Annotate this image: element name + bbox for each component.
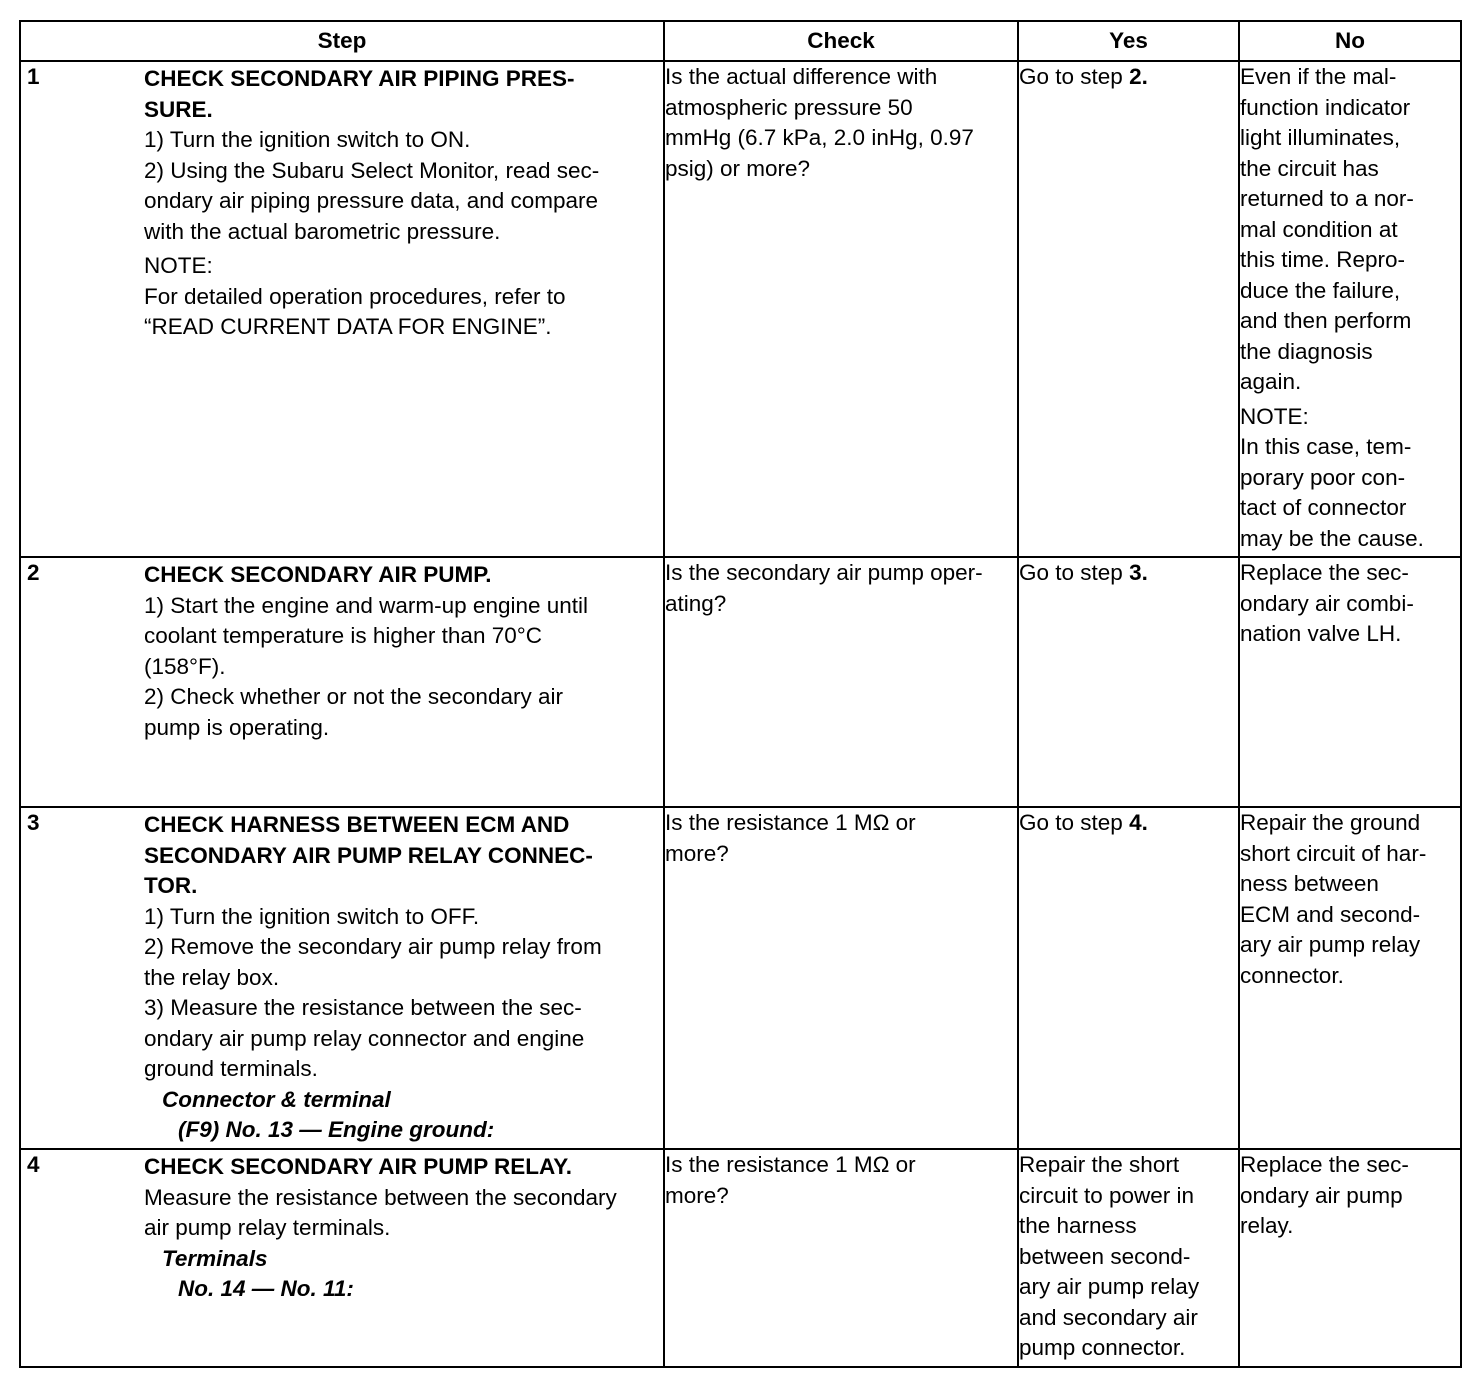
check-line: ating? [665, 590, 727, 616]
yes-line: the harness [1019, 1213, 1137, 1238]
step-instruction-line: pump is operating. [144, 714, 330, 740]
header-check: Check [664, 21, 1018, 61]
step-cell [20, 61, 664, 557]
header-yes: Yes [1018, 21, 1239, 61]
diagnostic-table [19, 20, 1462, 1368]
step-title-line: SECONDARY AIR PUMP RELAY CONNEC- [144, 842, 593, 868]
spec-label: Terminals [162, 1245, 268, 1271]
step-cell [20, 1149, 664, 1367]
yes-cell [1018, 807, 1239, 1149]
yes-step-number: 2. [1129, 64, 1148, 89]
step-instruction-line: 2) Using the Subaru Select Monitor, read sec- [144, 157, 600, 183]
no-line: ondary air pump [1240, 1182, 1403, 1208]
step-title-line: CHECK SECONDARY AIR PUMP RELAY. [144, 1154, 572, 1179]
table-header-row [20, 21, 1461, 61]
yes-line: circuit to power in [1019, 1182, 1195, 1208]
no-line: relay. [1240, 1213, 1294, 1238]
no-line: nation valve LH. [1240, 621, 1402, 646]
table-row [20, 61, 1461, 557]
yes-line: and secondary air [1019, 1304, 1198, 1330]
check-cell [664, 557, 1018, 807]
no-line: function indicator [1240, 94, 1411, 120]
no-cell [1239, 61, 1461, 557]
no-line: short circuit of har- [1240, 840, 1427, 866]
yes-line: ary air pump relay [1019, 1274, 1200, 1299]
table-row [20, 557, 1461, 807]
no-line: Repair the ground [1240, 810, 1421, 835]
yes-cell [1018, 61, 1239, 557]
no-cell [1239, 557, 1461, 807]
step-number: 3 [27, 810, 40, 835]
no-line: again. [1240, 369, 1302, 394]
no-line: and then perform [1240, 308, 1412, 333]
step-cell [20, 557, 664, 807]
check-line: mmHg (6.7 kPa, 2.0 inHg, 0.97 [665, 125, 974, 150]
no-line: this time. Repro- [1240, 247, 1406, 272]
step-instruction-line: the relay box. [144, 964, 280, 990]
spec-value: No. 14 — No. 11: [178, 1276, 354, 1301]
step-title-line: CHECK HARNESS BETWEEN ECM AND [144, 812, 570, 837]
table-row [20, 1149, 1461, 1367]
step-title-line: TOR. [144, 873, 198, 898]
no-line: ness between [1240, 871, 1379, 896]
step-instruction-line: 1) Turn the ignition switch to OFF. [144, 903, 480, 929]
step-instruction-line: air pump relay terminals. [144, 1215, 391, 1240]
step-number: 1 [27, 64, 40, 89]
yes-step-number: 4. [1129, 810, 1148, 835]
step-cell [20, 807, 664, 1149]
yes-line: between second- [1019, 1243, 1191, 1269]
check-line: psig) or more? [665, 155, 811, 181]
no-line: light illuminates, [1240, 125, 1401, 150]
check-line: more? [665, 1182, 729, 1208]
no-line: connector. [1240, 962, 1344, 988]
yes-text: Go to step [1019, 810, 1130, 835]
step-instruction-line: 2) Check whether or not the secondary air [144, 684, 563, 709]
no-line: mal condition at [1240, 216, 1398, 242]
no-line: the diagnosis [1240, 338, 1373, 364]
no-note-line: In this case, tem- [1240, 434, 1412, 459]
yes-step-number: 3. [1129, 560, 1148, 585]
step-title-line: SURE. [144, 96, 213, 122]
note-line: “READ CURRENT DATA FOR ENGINE”. [144, 314, 552, 339]
no-line: ary air pump relay [1240, 932, 1421, 957]
no-line: duce the failure, [1240, 277, 1401, 303]
no-line: Replace the sec- [1240, 560, 1409, 585]
step-instruction-line: ondary air pump relay connector and engine [144, 1025, 585, 1051]
check-line: Is the resistance 1 MΩ or [665, 810, 916, 835]
no-line: ondary air combi- [1240, 590, 1414, 616]
yes-cell [1018, 557, 1239, 807]
check-line: Is the resistance 1 MΩ or [665, 1152, 916, 1177]
spec-value: (F9) No. 13 — Engine ground: [178, 1117, 495, 1142]
check-cell [664, 61, 1018, 557]
check-line: Is the actual difference with [665, 64, 938, 89]
step-instruction-line: 3) Measure the resistance between the sec- [144, 995, 582, 1020]
step-instruction-line: coolant temperature is higher than 70°C [144, 623, 542, 648]
step-instruction-line: (158°F). [144, 653, 226, 679]
check-line: atmospheric pressure 50 [665, 94, 913, 120]
yes-line: Repair the short [1019, 1152, 1180, 1177]
step-number: 4 [27, 1152, 40, 1177]
no-note-label: NOTE: [1240, 403, 1309, 429]
step-instruction-line: 2) Remove the secondary air pump relay from [144, 934, 602, 959]
step-instruction-line: Measure the resistance between the secondary [144, 1184, 617, 1210]
no-note-line: porary poor con- [1240, 464, 1406, 490]
check-line: more? [665, 840, 729, 866]
step-instruction-line: with the actual barometric pressure. [144, 218, 501, 244]
no-line: the circuit has [1240, 155, 1379, 181]
yes-cell [1018, 1149, 1239, 1367]
header-step: Step [20, 21, 664, 61]
table-row [20, 807, 1461, 1149]
yes-text: Go to step [1019, 560, 1130, 585]
step-instruction-line: ground terminals. [144, 1056, 318, 1081]
yes-text: Go to step [1019, 64, 1130, 89]
no-note-line: tact of connector [1240, 495, 1407, 520]
step-title-line: CHECK SECONDARY AIR PUMP. [144, 562, 492, 587]
no-note-line: may be the cause. [1240, 525, 1424, 551]
header-no: No [1239, 21, 1461, 61]
step-instruction-line: 1) Start the engine and warm-up engine until [144, 592, 589, 618]
check-line: Is the secondary air pump oper- [665, 560, 983, 585]
step-instruction-line: 1) Turn the ignition switch to ON. [144, 127, 471, 152]
step-instruction-line: ondary air piping pressure data, and compare [144, 188, 599, 213]
no-cell [1239, 807, 1461, 1149]
check-cell [664, 1149, 1018, 1367]
note-label: NOTE: [144, 253, 213, 278]
step-title-line: CHECK SECONDARY AIR PIPING PRES- [144, 66, 575, 91]
spec-label: Connector & terminal [162, 1086, 391, 1112]
yes-line: pump connector. [1019, 1335, 1186, 1360]
no-line: ECM and second- [1240, 901, 1421, 927]
check-cell [664, 807, 1018, 1149]
no-line: Even if the mal- [1240, 64, 1397, 89]
no-cell [1239, 1149, 1461, 1367]
step-number: 2 [27, 560, 40, 585]
no-line: Replace the sec- [1240, 1152, 1409, 1177]
no-line: returned to a nor- [1240, 186, 1414, 211]
note-line: For detailed operation procedures, refer to [144, 283, 566, 309]
